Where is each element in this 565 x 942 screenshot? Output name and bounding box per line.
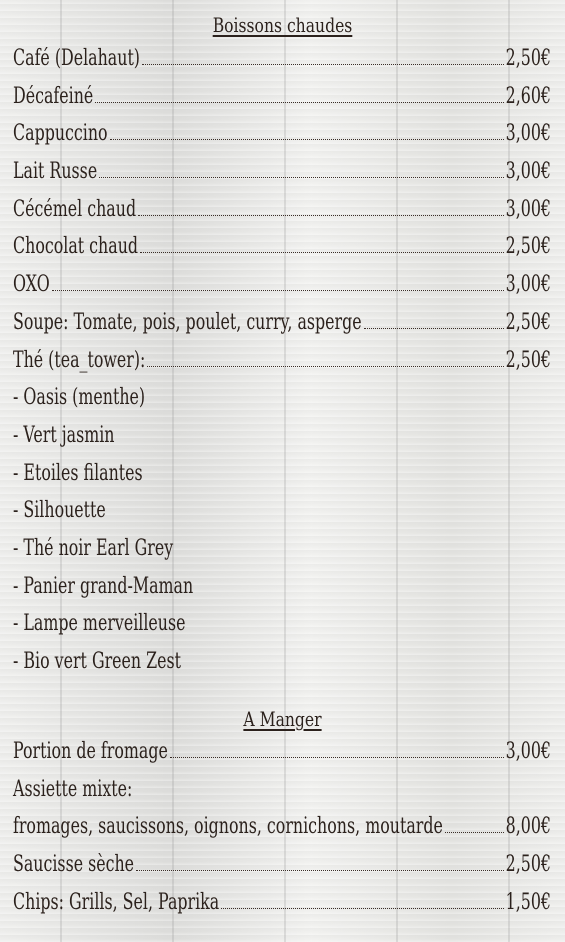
menu-item xyxy=(13,643,551,681)
dot-leader xyxy=(445,832,504,833)
menu-item-label: Assiette mixte: xyxy=(13,776,133,802)
menu-item-label: - Oasis (menthe) xyxy=(13,385,146,411)
menu-item-label: Chocolat chaud xyxy=(13,234,139,260)
menu-item-label: Décafeiné xyxy=(13,83,94,109)
dot-leader xyxy=(52,290,504,291)
dot-leader xyxy=(170,757,504,758)
menu-item xyxy=(13,191,551,229)
menu-item-price: 3,00€ xyxy=(505,196,551,222)
menu-item-price: 2,50€ xyxy=(505,852,551,878)
menu-item-label: - Panier grand-Maman xyxy=(13,573,194,599)
menu-item-label: Lait Russe xyxy=(13,159,98,185)
menu-item xyxy=(13,771,551,809)
menu-item xyxy=(13,266,551,304)
menu-item-label: - Silhouette xyxy=(13,498,106,524)
menu-item-price: 2,50€ xyxy=(505,309,551,335)
dot-leader xyxy=(95,102,503,103)
menu-item-label: OXO xyxy=(13,272,50,298)
menu-item xyxy=(13,153,551,191)
menu-item-price: 3,00€ xyxy=(505,272,551,298)
menu-item-label: - Vert jasmin xyxy=(13,422,115,448)
menu-item-price: 2,60€ xyxy=(505,83,551,109)
menu-list-a-manger xyxy=(13,733,551,921)
menu-item-price: 3,00€ xyxy=(505,739,551,764)
menu-item-price: 2,50€ xyxy=(505,46,551,71)
dot-leader xyxy=(138,215,504,216)
menu-item-label: Soupe: Tomate, pois, poulet, curry, asperge xyxy=(13,309,362,335)
menu-item-label: Portion de fromage xyxy=(13,739,168,764)
menu-item-label: - Thé noir Earl Grey xyxy=(13,535,174,561)
menu-item xyxy=(13,78,551,116)
menu-item xyxy=(13,115,551,153)
menu-item-price: 1,50€ xyxy=(505,889,551,915)
dot-leader xyxy=(147,366,503,367)
menu-item xyxy=(13,884,551,922)
menu-item-price: 8,00€ xyxy=(505,814,551,840)
menu-item-label: Café (Delahaut) xyxy=(13,46,141,71)
dot-leader xyxy=(110,139,504,140)
menu-item-price: 2,50€ xyxy=(505,347,551,373)
menu-item-label: Cappuccino xyxy=(13,121,108,147)
menu-list-boissons-chaudes xyxy=(13,40,551,681)
menu-item-label: Saucisse sèche xyxy=(13,852,135,878)
menu-item xyxy=(13,342,551,380)
menu-item xyxy=(13,846,551,884)
dot-leader xyxy=(136,870,504,871)
dot-leader xyxy=(140,252,504,253)
menu-item xyxy=(13,492,551,530)
menu-item-label: - Bio vert Green Zest xyxy=(13,649,182,674)
menu-item-price: 2,50€ xyxy=(505,234,551,260)
menu-item-label: fromages, saucissons, oignons, cornichons, moutarde xyxy=(13,814,443,840)
menu-item xyxy=(13,568,551,606)
dot-leader xyxy=(99,177,503,178)
menu-item xyxy=(13,733,551,771)
menu-item-label: Chips: Grills, Sel, Paprika xyxy=(13,889,220,915)
menu-item xyxy=(13,455,551,493)
menu-item xyxy=(13,40,551,78)
menu-item-price: 3,00€ xyxy=(505,159,551,185)
dot-leader xyxy=(142,64,504,65)
menu-item xyxy=(13,605,551,643)
menu-item xyxy=(13,417,551,455)
menu-item xyxy=(13,379,551,417)
menu-item-label: Thé (tea_tower): xyxy=(13,347,146,373)
section-title-a-manger: A Manger xyxy=(243,707,322,731)
menu-item xyxy=(13,530,551,568)
menu-item xyxy=(13,304,551,342)
menu-item-label: - Etoiles filantes xyxy=(13,460,143,486)
dot-leader xyxy=(221,908,503,909)
menu-item-price: 3,00€ xyxy=(505,121,551,147)
section-title-boissons-chaudes: Boissons chaudes xyxy=(212,13,353,37)
menu-item xyxy=(13,808,551,846)
menu-item-label: - Lampe merveilleuse xyxy=(13,611,186,637)
menu-item-label: Cécémel chaud xyxy=(13,196,137,222)
dot-leader xyxy=(364,328,504,329)
menu-item xyxy=(13,228,551,266)
